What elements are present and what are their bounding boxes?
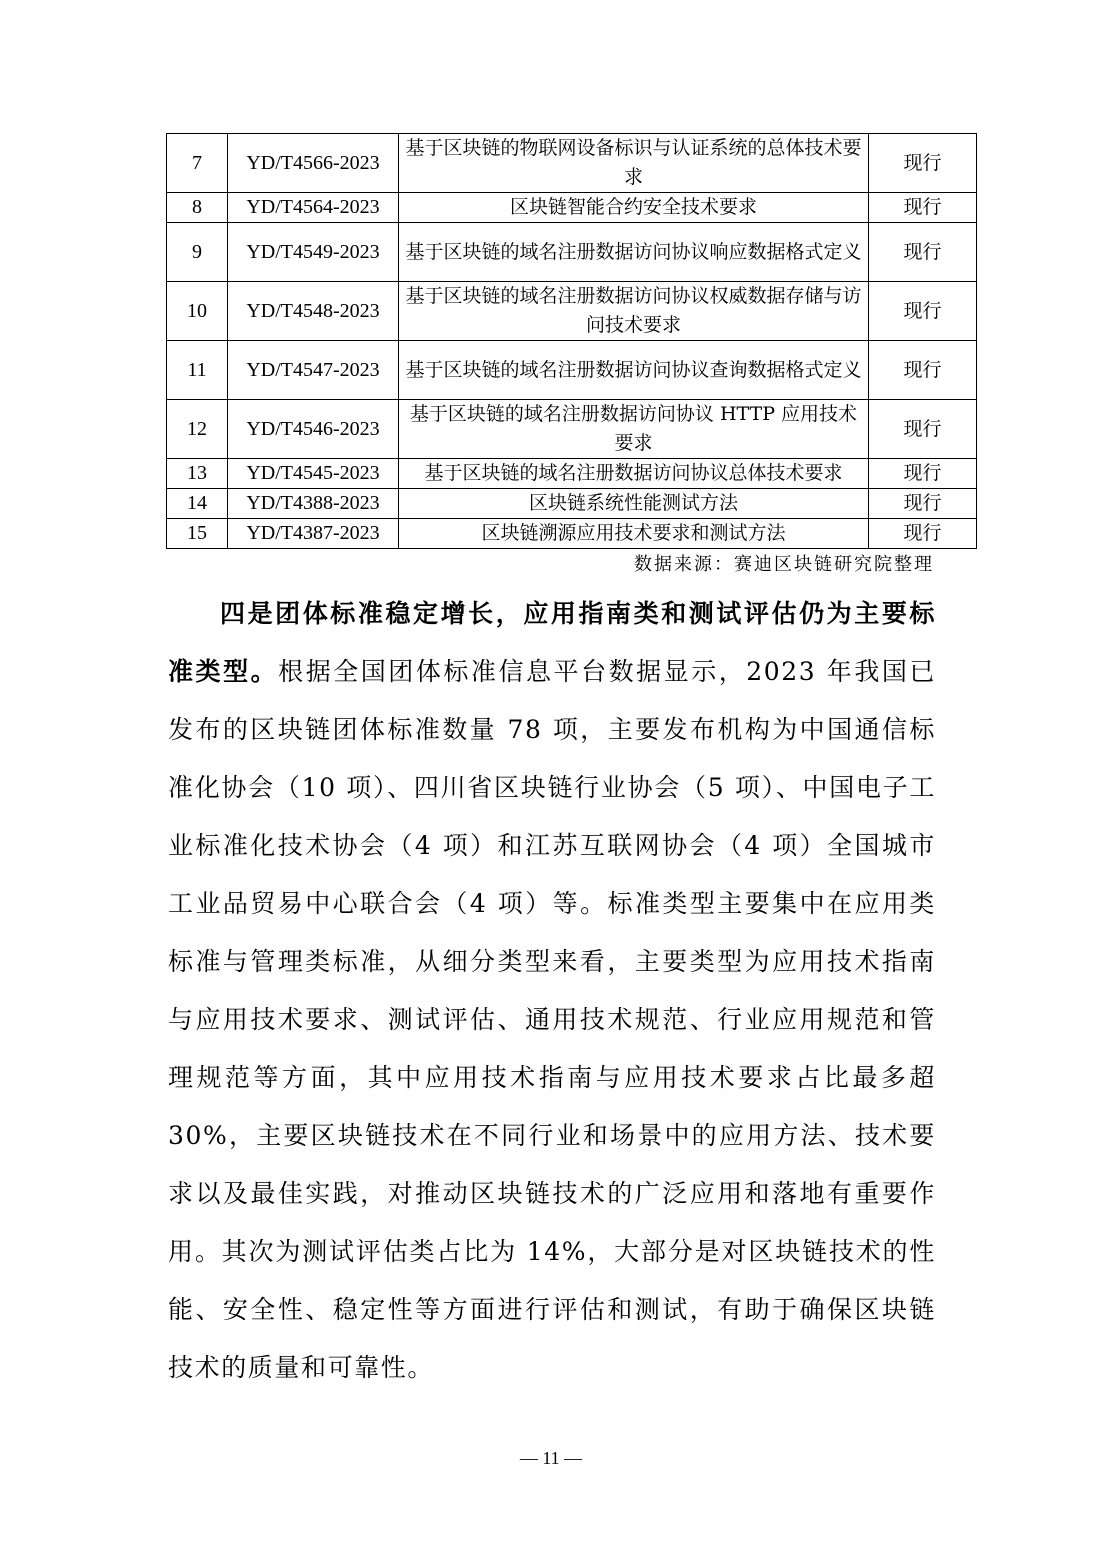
standard-title: 基于区块链的域名注册数据访问协议响应数据格式定义	[399, 223, 869, 282]
standard-code: YD/T4387-2023	[228, 519, 399, 549]
row-number: 10	[167, 282, 228, 341]
table-row	[167, 282, 977, 341]
standard-code: YD/T4545-2023	[228, 459, 399, 489]
standard-status: 现行	[869, 282, 977, 341]
standard-code: YD/T4549-2023	[228, 223, 399, 282]
standard-status: 现行	[869, 459, 977, 489]
row-number: 13	[167, 459, 228, 489]
standard-code: YD/T4564-2023	[228, 193, 399, 223]
data-source-note: 数据来源：赛迪区块链研究院整理	[634, 554, 934, 575]
table-row	[167, 400, 977, 459]
table-row	[167, 459, 977, 489]
standard-status: 现行	[869, 193, 977, 223]
paragraph-lead: 四是团体标准稳定增长，应用指南类和测试评估仍为主要标准类型。	[168, 599, 936, 686]
standard-status: 现行	[869, 400, 977, 459]
standard-code: YD/T4566-2023	[228, 134, 399, 193]
standard-title: 基于区块链的域名注册数据访问协议查询数据格式定义	[399, 341, 869, 400]
paragraph-body: 根据全国团体标准信息平台数据显示，2023 年我国已发布的区块链团体标准数量 78 项，主要发布机构为中国通信标准化协会（10 项）、四川省区块链行业协会（5 项）、中国电子工业标准化技术协会（4 项）和江苏互联网协会（4 项）全国城市工业品贸易中心联合会（4 项）等。标准类型主要集中在应用类标准与管理类标准，从细分类型来看，主要类型为应用技术指南与应用技术要求、测试评估、通用技术规范、行业应用规范和管理规范等方面，其中应用技术指南与应用技术要求占比最多超 30%，主要区块链技术在不同行业和场景中的应用方法、技术要求以及最佳实践，对推动区块链技术的广泛应用和落地有重要作用。其次为测试评估类占比为 14%，大部分是对区块链技术的性能、安全性、稳定性等方面进行评估和测试，有助于确保区块链技术的质量和可靠性。	[168, 657, 937, 1382]
table-row	[167, 519, 977, 549]
body-paragraph	[168, 585, 936, 1397]
table-row	[167, 134, 977, 193]
table-row	[167, 223, 977, 282]
table-row	[167, 489, 977, 519]
standard-title: 基于区块链的域名注册数据访问协议权威数据存储与访问技术要求	[399, 282, 869, 341]
table-row	[167, 193, 977, 223]
standard-code: YD/T4388-2023	[228, 489, 399, 519]
table-row	[167, 341, 977, 400]
row-number: 9	[167, 223, 228, 282]
standard-title: 基于区块链的域名注册数据访问协议总体技术要求	[399, 459, 869, 489]
standard-title: 区块链溯源应用技术要求和测试方法	[399, 519, 869, 549]
standard-title: 基于区块链的物联网设备标识与认证系统的总体技术要求	[399, 134, 869, 193]
standard-status: 现行	[869, 519, 977, 549]
standard-status: 现行	[869, 223, 977, 282]
standards-table	[166, 133, 977, 549]
row-number: 7	[167, 134, 228, 193]
standard-status: 现行	[869, 134, 977, 193]
standard-title: 基于区块链的域名注册数据访问协议 HTTP 应用技术要求	[399, 400, 869, 459]
standard-code: YD/T4546-2023	[228, 400, 399, 459]
row-number: 15	[167, 519, 228, 549]
standard-code: YD/T4548-2023	[228, 282, 399, 341]
standard-title: 区块链系统性能测试方法	[399, 489, 869, 519]
row-number: 11	[167, 341, 228, 400]
standard-status: 现行	[869, 489, 977, 519]
row-number: 8	[167, 193, 228, 223]
standard-code: YD/T4547-2023	[228, 341, 399, 400]
row-number: 12	[167, 400, 228, 459]
page-number: — 11 —	[519, 1448, 583, 1468]
row-number: 14	[167, 489, 228, 519]
standard-title: 区块链智能合约安全技术要求	[399, 193, 869, 223]
standard-status: 现行	[869, 341, 977, 400]
